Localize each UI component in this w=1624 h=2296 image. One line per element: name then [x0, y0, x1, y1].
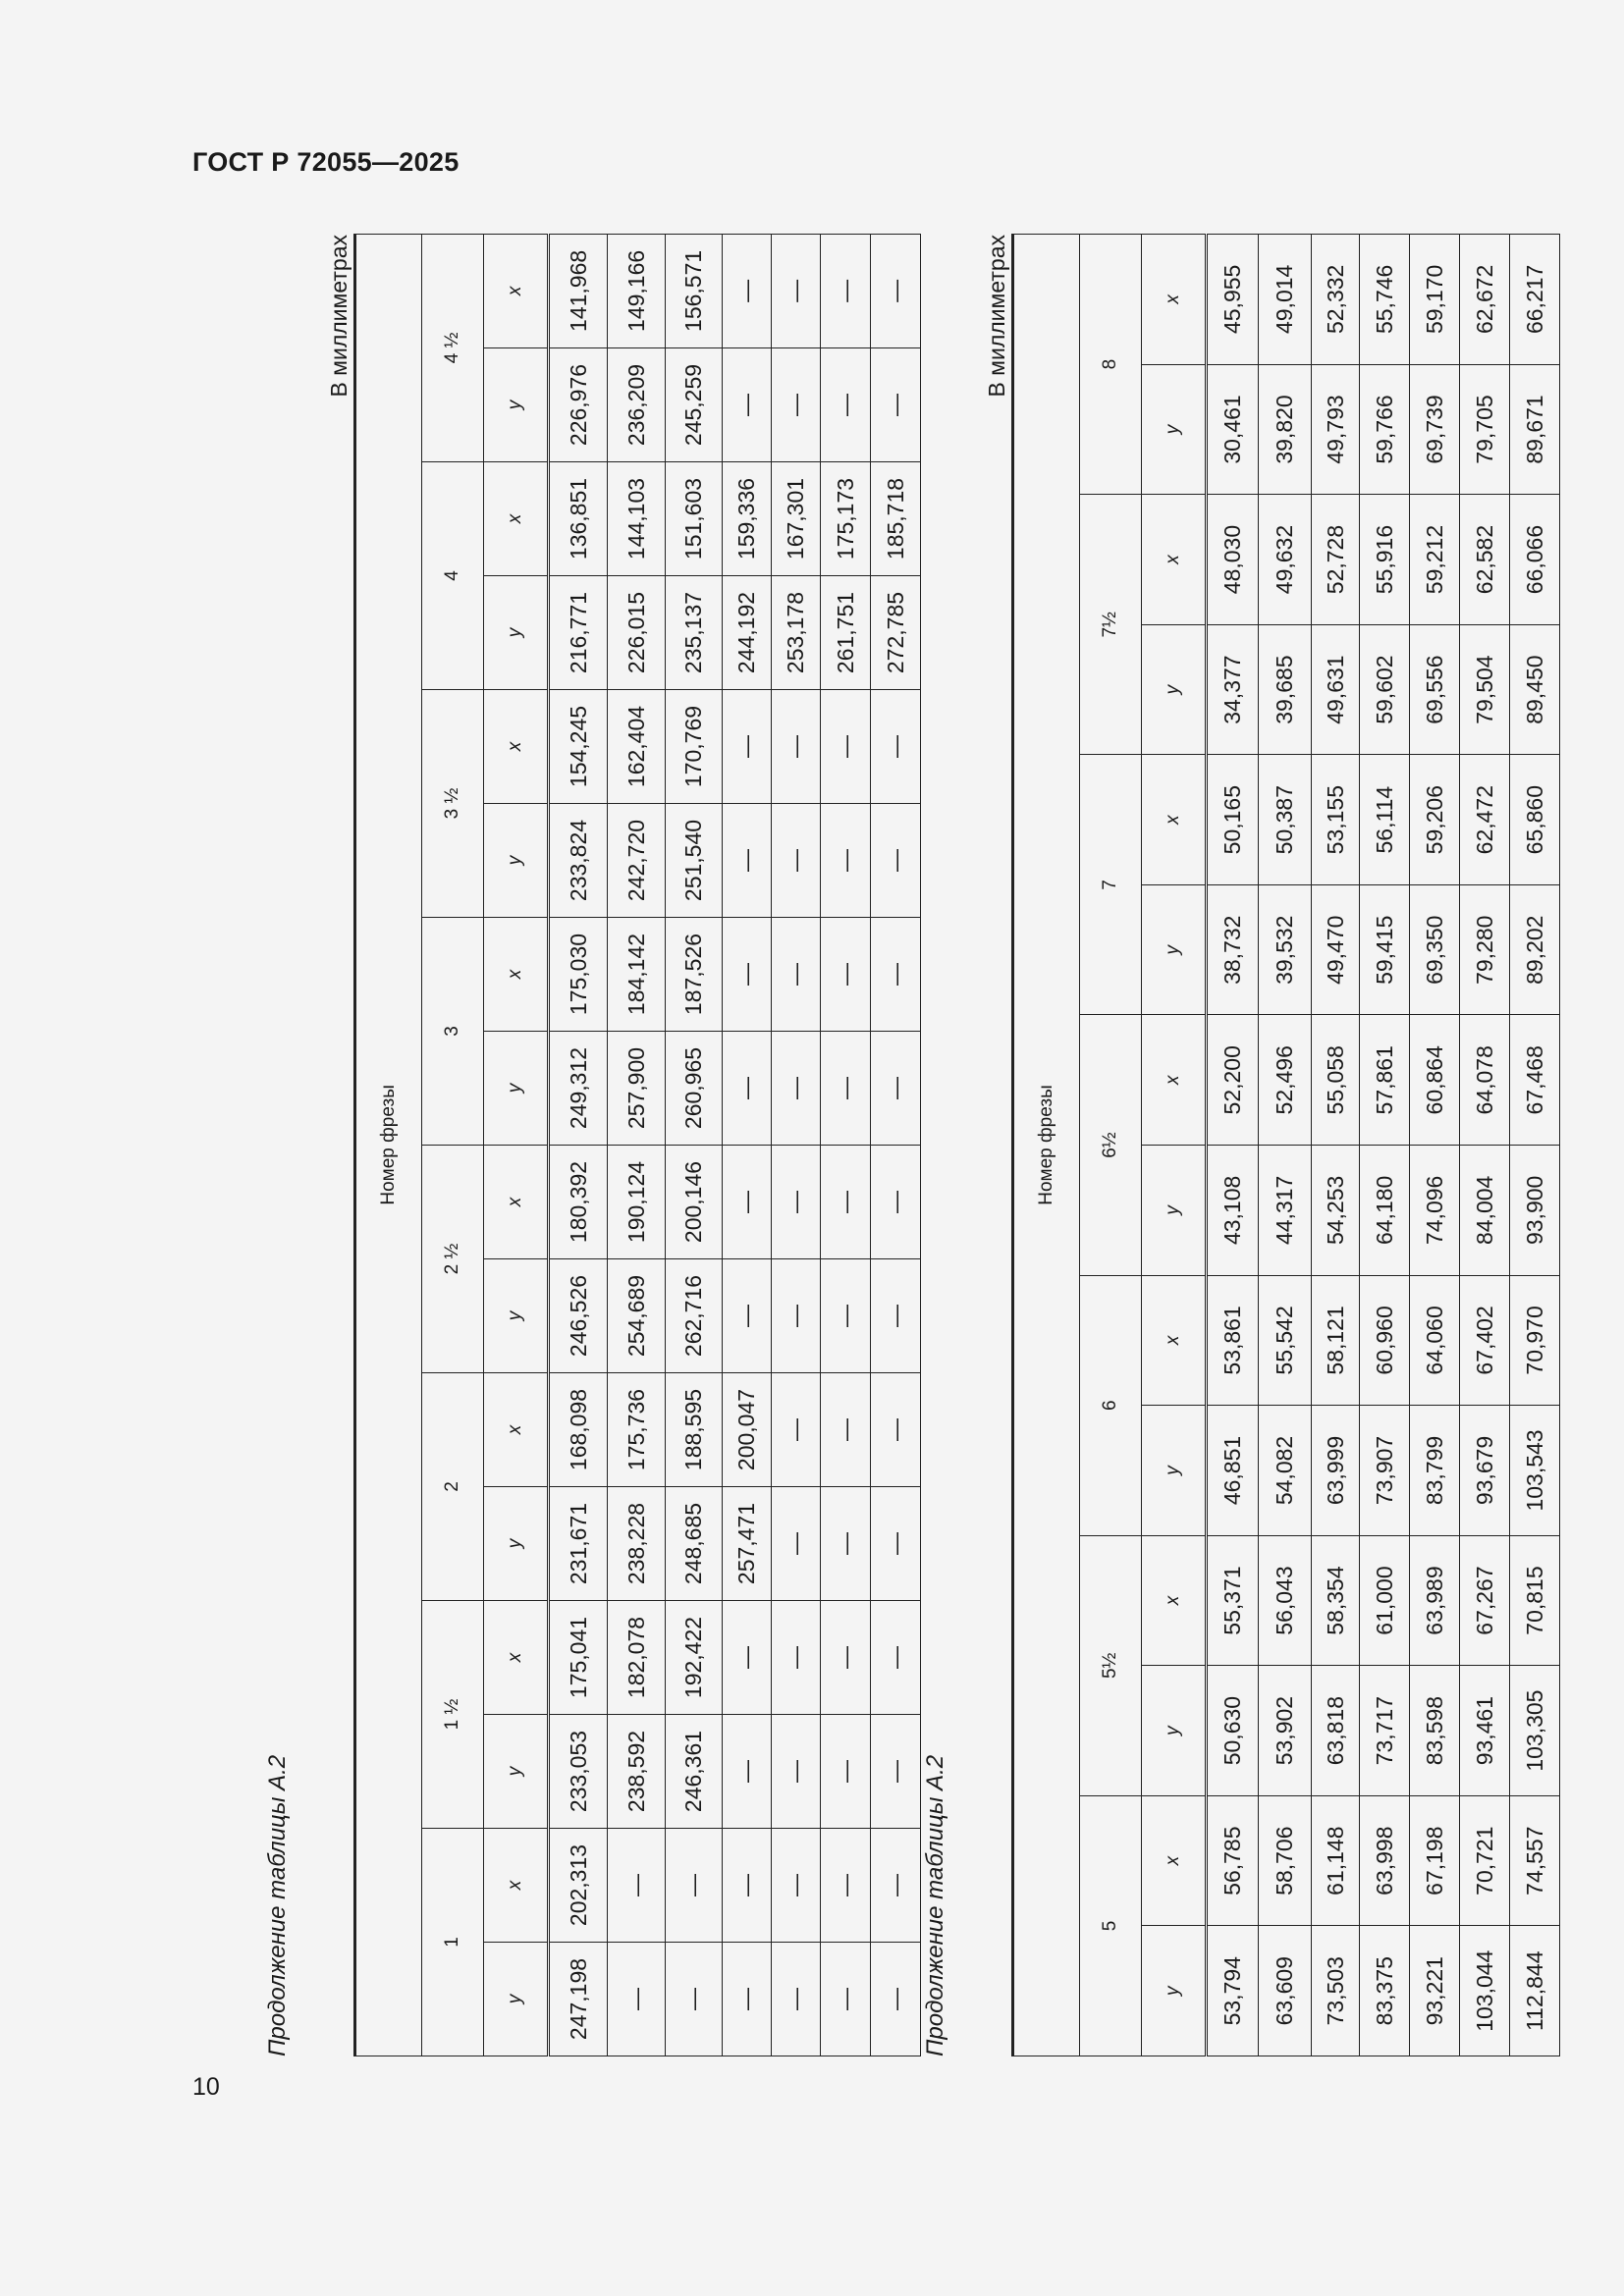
table-cell: 55,746 [1360, 235, 1410, 365]
table-cell: 257,471 [723, 1487, 772, 1601]
table-cell: — [871, 804, 921, 918]
table-cell: 62,472 [1460, 755, 1510, 885]
table-cell: 238,228 [608, 1487, 666, 1601]
table-cell: 74,096 [1410, 1146, 1460, 1276]
table-cell: 187,526 [666, 918, 723, 1032]
table-cell: — [871, 1601, 921, 1715]
table-cell: 67,267 [1460, 1535, 1510, 1666]
cutter-number-header: 5½ [1080, 1535, 1142, 1795]
table-cell: 260,965 [666, 1032, 723, 1146]
table-cell: 226,015 [608, 576, 666, 690]
x-column-header: x [1142, 235, 1207, 365]
table-cell: 50,630 [1207, 1666, 1259, 1796]
table-row [549, 234, 608, 2056]
table-cell: 233,824 [549, 804, 608, 918]
table-cell: — [772, 1259, 821, 1373]
y-column-header: y [1142, 1666, 1207, 1796]
table-cell: — [871, 1829, 921, 1943]
table-cell: — [871, 234, 921, 347]
table-cell: 167,301 [772, 462, 821, 576]
x-column-header: x [1142, 1535, 1207, 1666]
table-cell: 63,998 [1360, 1795, 1410, 1926]
table-cell: 63,818 [1312, 1666, 1360, 1796]
table-cell: — [608, 1829, 666, 1943]
table-cell: 52,200 [1207, 1015, 1259, 1146]
table-block-2 [921, 235, 1560, 2056]
table-cell: 70,721 [1460, 1795, 1510, 1926]
table-cell: 30,461 [1207, 364, 1259, 495]
table-cell: 192,422 [666, 1601, 723, 1715]
table-cell: 67,402 [1460, 1275, 1510, 1406]
table-cell: 154,245 [549, 690, 608, 804]
table-cell: — [723, 804, 772, 918]
table-cell: — [821, 1829, 871, 1943]
table-row [821, 234, 871, 2056]
table-cell: 53,155 [1312, 755, 1360, 885]
table-cell: 254,689 [608, 1259, 666, 1373]
table-cell: 70,970 [1510, 1275, 1560, 1406]
table-cell: 247,198 [549, 1943, 608, 2056]
table-cell: 93,900 [1510, 1146, 1560, 1276]
table-cell: 59,415 [1360, 884, 1410, 1015]
table-cell: 151,603 [666, 462, 723, 576]
table-cell: 39,820 [1259, 364, 1312, 495]
table-cell: — [871, 348, 921, 462]
table-cell: 182,078 [608, 1601, 666, 1715]
cutter-number-header: 4 ½ [422, 234, 484, 461]
table-cell: — [871, 1259, 921, 1373]
table-cell: 89,202 [1510, 884, 1560, 1015]
units-label: В миллиметрах [984, 235, 1009, 398]
table-cell: 70,815 [1510, 1535, 1560, 1666]
table-cell: — [821, 1943, 871, 2056]
table-cell: 170,769 [666, 690, 723, 804]
table-cell: 180,392 [549, 1146, 608, 1259]
table-cell: — [723, 348, 772, 462]
table-cell: — [666, 1829, 723, 1943]
table-row [723, 234, 772, 2056]
table-cell: 57,861 [1360, 1015, 1410, 1146]
table-cell: 38,732 [1207, 884, 1259, 1015]
table-cell: — [772, 1373, 821, 1487]
table-cell: 83,375 [1360, 1926, 1410, 2056]
table-cell: 53,902 [1259, 1666, 1312, 1796]
x-column-header: x [484, 1146, 549, 1259]
table-cell: 79,504 [1460, 624, 1510, 755]
table-cell: — [821, 918, 871, 1032]
table-cell: 175,030 [549, 918, 608, 1032]
table-cell: 233,053 [549, 1715, 608, 1829]
cutter-number-header: 6 [1080, 1275, 1142, 1535]
table-cell: 89,450 [1510, 624, 1560, 755]
table-cell: 112,844 [1510, 1926, 1560, 2056]
table-cell: — [821, 1146, 871, 1259]
header-row-numbers [1080, 235, 1142, 2056]
table-cell: — [821, 1032, 871, 1146]
table-cell: 60,864 [1410, 1015, 1460, 1146]
table-cell: 43,108 [1207, 1146, 1259, 1276]
table-cell: 231,671 [549, 1487, 608, 1601]
table-cell: 89,671 [1510, 364, 1560, 495]
table-cell: 149,166 [608, 234, 666, 347]
table-cell: 251,540 [666, 804, 723, 918]
table-cell: 79,705 [1460, 364, 1510, 495]
x-column-header: x [484, 1373, 549, 1487]
table-cell: — [608, 1943, 666, 2056]
y-column-header: y [1142, 884, 1207, 1015]
table-cell: — [821, 1601, 871, 1715]
table-cell: 159,336 [723, 462, 772, 576]
table-cell: — [723, 690, 772, 804]
table-cell: — [871, 1373, 921, 1487]
table-cell: — [821, 690, 871, 804]
table-cell: 48,030 [1207, 495, 1259, 625]
table-cell: 103,543 [1510, 1406, 1560, 1536]
table-cell: 202,313 [549, 1829, 608, 1943]
table-cell: 242,720 [608, 804, 666, 918]
table-cell: 141,968 [549, 234, 608, 347]
table-cell: — [723, 1715, 772, 1829]
table-cell: 58,706 [1259, 1795, 1312, 1926]
y-column-header: y [1142, 1406, 1207, 1536]
document-header: ГОСТ Р 72055—2025 [192, 147, 460, 177]
table-cell: 54,253 [1312, 1146, 1360, 1276]
table-row [772, 234, 821, 2056]
table-cell: 62,582 [1460, 495, 1510, 625]
table-cell: — [821, 804, 871, 918]
table-cell: 52,728 [1312, 495, 1360, 625]
table-row [1460, 235, 1510, 2056]
table-cell: 168,098 [549, 1373, 608, 1487]
header-row-group [1013, 235, 1080, 2056]
cutter-number-header: 8 [1080, 235, 1142, 495]
table-cell: 58,121 [1312, 1275, 1360, 1406]
table-cell: 69,556 [1410, 624, 1460, 755]
table-cell: 49,631 [1312, 624, 1360, 755]
table-cell: 65,860 [1510, 755, 1560, 885]
table-cell: — [871, 1146, 921, 1259]
table-cell: 46,851 [1207, 1406, 1259, 1536]
table-cell: 44,317 [1259, 1146, 1312, 1276]
table-cell: 244,192 [723, 576, 772, 690]
table-cell: — [723, 918, 772, 1032]
cutter-number-header: 3 [422, 918, 484, 1146]
table-cell: — [772, 918, 821, 1032]
table-cell: 261,751 [821, 576, 871, 690]
table-cell: 59,170 [1410, 235, 1460, 365]
x-column-header: x [1142, 1015, 1207, 1146]
y-column-header: y [1142, 1146, 1207, 1276]
table-cell: 246,526 [549, 1259, 608, 1373]
table-cell: — [821, 1259, 871, 1373]
table-cell: 245,259 [666, 348, 723, 462]
table-cell: 55,371 [1207, 1535, 1259, 1666]
header-row-group [355, 234, 422, 2056]
x-column-header: x [484, 234, 549, 347]
table-cell: 238,592 [608, 1715, 666, 1829]
table-cell: 64,078 [1460, 1015, 1510, 1146]
table-cell: — [772, 690, 821, 804]
cutter-number-header: 6½ [1080, 1015, 1142, 1275]
y-column-header: y [484, 1259, 549, 1373]
table-cell: 74,557 [1510, 1795, 1560, 1926]
group-header: Номер фрезы [355, 234, 422, 2056]
y-column-header: y [484, 1943, 549, 2056]
table-cell: 185,718 [871, 462, 921, 576]
table-cell: 64,180 [1360, 1146, 1410, 1276]
y-column-header: y [484, 348, 549, 462]
table-cell: 55,058 [1312, 1015, 1360, 1146]
table-cell: 103,305 [1510, 1666, 1560, 1796]
table-cell: — [772, 1146, 821, 1259]
table-cell: 184,142 [608, 918, 666, 1032]
table-cell: 56,043 [1259, 1535, 1312, 1666]
table-cell: 59,766 [1360, 364, 1410, 495]
table-cell: 257,900 [608, 1032, 666, 1146]
cutter-number-header: 5 [1080, 1795, 1142, 2056]
cutter-number-header: 7 [1080, 755, 1142, 1015]
table-cell: 190,124 [608, 1146, 666, 1259]
table-cell: 49,014 [1259, 235, 1312, 365]
table-cell: — [871, 1487, 921, 1601]
y-column-header: y [484, 1487, 549, 1601]
table-cell: 83,598 [1410, 1666, 1460, 1796]
table-cell: — [723, 1829, 772, 1943]
table-cell: 60,960 [1360, 1275, 1410, 1406]
table-cell: 49,632 [1259, 495, 1312, 625]
table-cell: — [821, 1373, 871, 1487]
table-cell: — [772, 234, 821, 347]
table-cell: 50,387 [1259, 755, 1312, 885]
table-cell: 63,609 [1259, 1926, 1312, 2056]
table-cell: — [772, 1715, 821, 1829]
x-column-header: x [1142, 1275, 1207, 1406]
data-table-2 [1011, 234, 1560, 2056]
table-cell: 175,041 [549, 1601, 608, 1715]
group-header: Номер фрезы [1013, 235, 1080, 2056]
table-cell: — [723, 1032, 772, 1146]
table-row [1259, 235, 1312, 2056]
table-cell: — [871, 1032, 921, 1146]
table-cell: — [821, 348, 871, 462]
table-cell: 54,082 [1259, 1406, 1312, 1536]
table-cell: 136,851 [549, 462, 608, 576]
cutter-number-header: 2 [422, 1373, 484, 1601]
table-cell: — [723, 1943, 772, 2056]
table-cell: 200,146 [666, 1146, 723, 1259]
header-row-axes [1142, 235, 1207, 2056]
table-cell: 59,212 [1410, 495, 1460, 625]
table-cell: 249,312 [549, 1032, 608, 1146]
table-cell: 66,066 [1510, 495, 1560, 625]
table-cell: 69,350 [1410, 884, 1460, 1015]
table-cell: 56,785 [1207, 1795, 1259, 1926]
table-cell: — [871, 1943, 921, 2056]
table-cell: 59,602 [1360, 624, 1410, 755]
table-cell: 103,044 [1460, 1926, 1510, 2056]
table-cell: 236,209 [608, 348, 666, 462]
table-cell: 162,404 [608, 690, 666, 804]
table-cell: 49,470 [1312, 884, 1360, 1015]
table-cell: — [871, 1715, 921, 1829]
table-cell: 93,221 [1410, 1926, 1460, 2056]
table-cell: — [772, 804, 821, 918]
cutter-number-header: 3 ½ [422, 690, 484, 918]
y-column-header: y [484, 576, 549, 690]
table-cell: 272,785 [871, 576, 921, 690]
table-cell: 53,861 [1207, 1275, 1259, 1406]
table-row [666, 234, 723, 2056]
table-cell: 61,148 [1312, 1795, 1360, 1926]
table-cell: 226,976 [549, 348, 608, 462]
y-column-header: y [484, 1715, 549, 1829]
header-row-numbers [422, 234, 484, 2056]
x-column-header: x [484, 1829, 549, 1943]
y-column-header: y [1142, 624, 1207, 755]
table-caption: Продолжение таблицы А.2 [922, 1754, 948, 2056]
cutter-number-header: 1 ½ [422, 1601, 484, 1829]
table-cell: 56,114 [1360, 755, 1410, 885]
table-row [871, 234, 921, 2056]
x-column-header: x [1142, 755, 1207, 885]
table-cell: 39,532 [1259, 884, 1312, 1015]
table-cell: 156,571 [666, 234, 723, 347]
table-cell: 53,794 [1207, 1926, 1259, 2056]
table-cell: 52,332 [1312, 235, 1360, 365]
x-column-header: x [484, 462, 549, 576]
table-cell: 63,999 [1312, 1406, 1360, 1536]
table-cell: — [821, 1487, 871, 1601]
table-cell: 49,793 [1312, 364, 1360, 495]
table-row [1410, 235, 1460, 2056]
table-cell: 59,206 [1410, 755, 1460, 885]
units-label: В миллиметрах [326, 235, 352, 398]
table-cell: — [772, 1829, 821, 1943]
table-cell: 64,060 [1410, 1275, 1460, 1406]
table-cell: 34,377 [1207, 624, 1259, 755]
table-cell: 55,916 [1360, 495, 1410, 625]
table-cell: 248,685 [666, 1487, 723, 1601]
table-block-1 [263, 235, 921, 2056]
table-row [1360, 235, 1410, 2056]
x-column-header: x [484, 1601, 549, 1715]
page-number: 10 [192, 2073, 220, 2101]
table-cell: 144,103 [608, 462, 666, 576]
table-cell: 188,595 [666, 1373, 723, 1487]
table-cell: 73,717 [1360, 1666, 1410, 1796]
cutter-number-header: 4 [422, 462, 484, 690]
y-column-header: y [1142, 1926, 1207, 2056]
table-cell: 55,542 [1259, 1275, 1312, 1406]
data-table-1 [353, 234, 921, 2056]
table-cell: 175,173 [821, 462, 871, 576]
y-column-header: y [484, 804, 549, 918]
table-cell: 61,000 [1360, 1535, 1410, 1666]
table-cell: — [723, 1146, 772, 1259]
cutter-number-header: 1 [422, 1829, 484, 2056]
table-cell: 84,004 [1460, 1146, 1510, 1276]
table-cell: — [723, 1259, 772, 1373]
table-row [608, 234, 666, 2056]
table-cell: 67,468 [1510, 1015, 1560, 1146]
table-row [1312, 235, 1360, 2056]
table-row [1510, 235, 1560, 2056]
cutter-number-header: 7½ [1080, 495, 1142, 755]
table-row [1207, 235, 1259, 2056]
table-cell: 73,907 [1360, 1406, 1410, 1536]
table-cell: — [871, 690, 921, 804]
table-cell: 200,047 [723, 1373, 772, 1487]
table-cell: — [772, 1487, 821, 1601]
x-column-header: x [1142, 1795, 1207, 1926]
x-column-header: x [1142, 495, 1207, 625]
table-cell: 83,799 [1410, 1406, 1460, 1536]
table-cell: 93,461 [1460, 1666, 1510, 1796]
table-cell: 52,496 [1259, 1015, 1312, 1146]
table-cell: 93,679 [1460, 1406, 1510, 1536]
table-cell: — [772, 348, 821, 462]
y-column-header: y [1142, 364, 1207, 495]
table-caption: Продолжение таблицы А.2 [264, 1754, 291, 2056]
table-cell: — [772, 1943, 821, 2056]
table-cell: 66,217 [1510, 235, 1560, 365]
table-cell: — [772, 1601, 821, 1715]
table-cell: 39,685 [1259, 624, 1312, 755]
table-cell: 58,354 [1312, 1535, 1360, 1666]
table-cell: 69,739 [1410, 364, 1460, 495]
y-column-header: y [484, 1032, 549, 1146]
table-cell: — [821, 1715, 871, 1829]
table-cell: 79,280 [1460, 884, 1510, 1015]
table-cell: 262,716 [666, 1259, 723, 1373]
table-cell: 216,771 [549, 576, 608, 690]
table-cell: 63,989 [1410, 1535, 1460, 1666]
header-row-axes [484, 234, 549, 2056]
cutter-number-header: 2 ½ [422, 1146, 484, 1373]
table-cell: 62,672 [1460, 235, 1510, 365]
table-cell: — [871, 918, 921, 1032]
table-cell: — [772, 1032, 821, 1146]
table-cell: 67,198 [1410, 1795, 1460, 1926]
table-cell: 50,165 [1207, 755, 1259, 885]
x-column-header: x [484, 918, 549, 1032]
table-cell: — [821, 234, 871, 347]
x-column-header: x [484, 690, 549, 804]
table-cell: — [723, 1601, 772, 1715]
table-cell: — [666, 1943, 723, 2056]
table-cell: 45,955 [1207, 235, 1259, 365]
table-cell: — [723, 234, 772, 347]
table-cell: 73,503 [1312, 1926, 1360, 2056]
table-cell: 235,137 [666, 576, 723, 690]
table-cell: 253,178 [772, 576, 821, 690]
table-cell: 175,736 [608, 1373, 666, 1487]
table-cell: 246,361 [666, 1715, 723, 1829]
